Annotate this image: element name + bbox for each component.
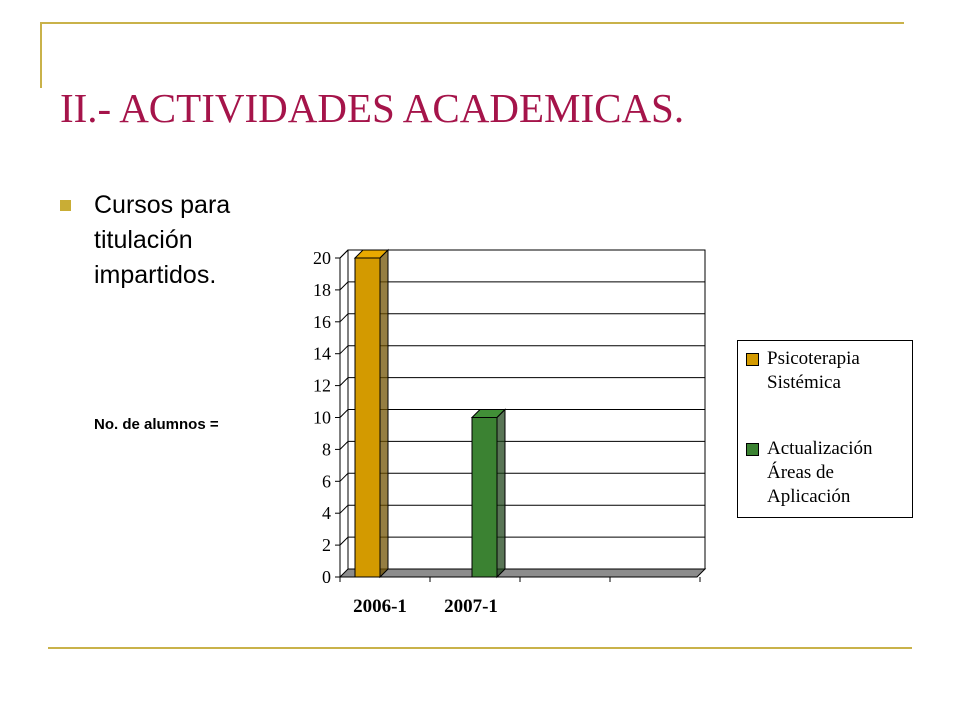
y-tick-label: 18 [313,279,331,300]
chart-floor [340,569,705,577]
chart-legend [737,340,913,518]
y-tick-label: 6 [322,471,331,492]
slide-title: II.- ACTIVIDADES ACADEMICAS. [60,85,685,131]
bullet-text: Cursos para titulación impartidos. [94,191,231,289]
y-tick-label: 16 [313,311,331,332]
top-border-line [40,22,904,24]
y-tick-label: 14 [313,343,331,364]
y-tick-label: 4 [322,503,331,524]
x-category-label: 2006-1 [353,596,407,617]
bottom-border-line [48,647,912,649]
x-category-label: 2007-1 [444,596,498,617]
bar-side-shade-1 [497,410,505,578]
y-tick-label: 0 [322,567,331,587]
y-tick-label: 2 [322,535,331,556]
legend-swatch-actualizacion [746,443,759,456]
y-tick-label: 10 [313,407,331,428]
legend-text-line: Sistémica [767,372,841,393]
legend-text-line: Aplicación [767,486,851,507]
students-count-label: No. de alumnos = [94,416,219,433]
legend-text-line: Actualización [767,438,873,459]
y-tick-label: 8 [322,439,331,460]
bar-side-shade-0 [380,250,388,577]
y-axis-top-edge [340,250,348,258]
legend-swatch-psicoterapia [746,353,759,366]
bar-1 [472,418,497,578]
y-tick-label: 12 [313,375,331,396]
square-bullet-icon [60,200,71,211]
bar-0 [355,258,380,577]
legend-text-line: Psicoterapia [767,348,860,369]
bar-chart [300,240,720,630]
left-border-line [40,22,42,88]
legend-text-line: Áreas de [767,462,834,483]
y-tick-label: 20 [313,248,331,268]
